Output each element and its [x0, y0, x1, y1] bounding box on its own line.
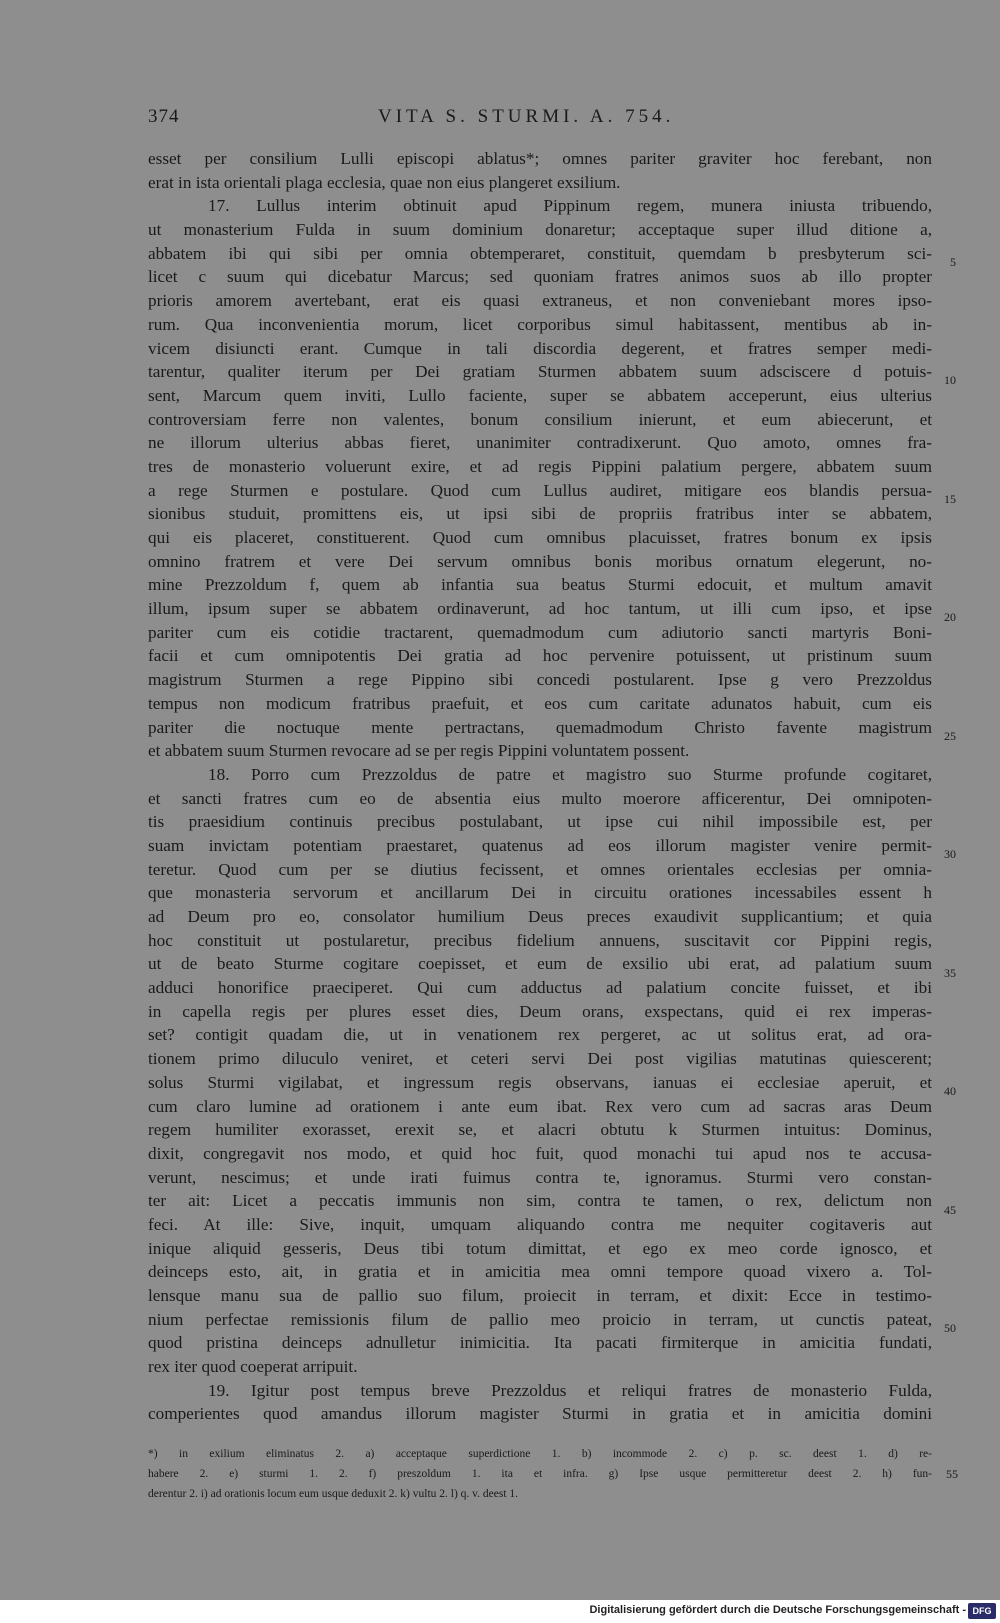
text-line: et abbatem suum Sturmen revocare ad se per regis Pippini voluntatem possent.: [148, 741, 690, 761]
footnote-line: habere 2. e) sturmi 1. 2. f) preszoldum 1. ita et infra. g) Ipse usque permitteretur deest 2. h) fun-: [148, 1468, 932, 1480]
text-line: qui eis placeret, constituerent. Quod cum omnibus placuisset, fratres bonum ex ipsis: [148, 528, 932, 547]
line-number: 35: [944, 965, 956, 980]
line-number: 5: [950, 254, 956, 269]
text-line: tis praesidium continuis precibus postulabant, ut ipse cui nihil impossibile est, per: [148, 812, 932, 832]
text-line: lensque manu sua de pallio suo filum, proiecit in terram, et dixit: Ecce in testimo-: [148, 1286, 932, 1305]
text-line: dixit, congregavit nos modo, et quid hoc fuit, quod monachi tui apud nos te accusa-: [148, 1143, 932, 1163]
line-number: 40: [944, 1084, 956, 1099]
text-line: sionibus studuit, promittens eis, ut ipsi sibi de propriis fratribus inter se abbatem,: [148, 504, 932, 524]
running-header: [148, 106, 932, 132]
text-line: licet c suum qui dicebatur Marcus; sed quoniam fratres animos suos ab illo propter: [148, 267, 932, 287]
text-line: regem humiliter exorasset, erexit se, et alacri obtutu k Sturmen intuitus: Dominus,: [148, 1120, 932, 1140]
text-line: erat in ista orientali plaga ecclesia, quae non eius plangeret exsilium.: [148, 172, 621, 192]
text-line: sent, Marcum quem inviti, Lullo faciente, super se abbatem acceperunt, eius ulterius: [148, 385, 932, 405]
text-line: adduci honorifice praeciperet. Qui cum adductus ad palatium concite fuisset, et ibi: [148, 978, 932, 998]
line-number: 45: [944, 1202, 956, 1217]
text-line: quod pristina deinceps adnulletur inimicitia. Ita pacati firmiterque in amicitia fundati,: [148, 1333, 932, 1353]
text-line: et sancti fratres cum eo de absentia eius multo moerore afficerentur, Dei omnipoten-: [148, 788, 932, 808]
text-line: abbatem ibi qui sibi per omnia obtemperaret, constituit, quemdam b presbyterum sci-: [148, 243, 932, 263]
text-line: a rege Sturmen e postulare. Quod cum Lullus audiret, mitigare eos blandis persua-: [148, 480, 932, 500]
footnotes: [148, 1444, 958, 1504]
text-line: hoc constituit ut postularetur, precibus fidelium annuens, suscitavit cor Pippini regis,: [148, 930, 932, 950]
line-number: 30: [944, 847, 956, 862]
text-line: prioris amorem avertebant, erat eis quasi extraneus, et non conveniebant mores ipso-: [148, 291, 932, 311]
main-text: [148, 147, 956, 1426]
text-line: ne illorum ulterius abbas fieret, unanimiter contradixerunt. Quo amoto, omnes fra-: [148, 433, 932, 453]
text-line: tempus non modicum fratribus praefuit, et eos cum caritate adunatos habuit, cum eis: [148, 693, 932, 713]
text-line: magistrum Sturmen a rege Pippino sibi concedi postularent. Ipse g vero Prezzoldus: [148, 670, 932, 690]
text-line: rex iter quod coeperat arripuit.: [148, 1357, 358, 1377]
footer-credit: Digitalisierung gefördert durch die Deutsche Forschungsgemeinschaft -: [589, 1604, 966, 1616]
text-line: mine Prezzoldum f, quem ab infantia sua beatus Sturmi edocuit, et multum amavit: [148, 575, 932, 595]
text-line: ut monasterium Fulda in suum dominium donaretur; acceptaque super illud ditione a,: [148, 220, 932, 240]
text-line: esset per consilium Lulli episcopi ablatus*; omnes pariter graviter hoc ferebant, non: [148, 149, 932, 168]
text-line: omnino fratrem et vere Dei servum omnibus bonis moribus ornatum elegerunt, no-: [148, 551, 932, 571]
text-line: nium perfectae remissionis filum de pallio meo proicio in terram, ut cunctis pateat,: [148, 1309, 932, 1329]
text-line: 17. Lullus interim obtinuit apud Pippinum regem, munera iniusta tribuendo,: [208, 196, 932, 216]
line-number: 10: [944, 373, 956, 388]
page-number: 374: [148, 106, 180, 127]
text-line: ut de beato Sturme cogitare coepisset, et eum de exsilio ubi erat, ad palatium suum: [148, 954, 932, 974]
text-line: controversiam ferre non valentes, bonum consilium inierunt, et eum abiecerunt, et: [148, 409, 932, 429]
text-line: cum claro lumine ad orationem i ante eum ibat. Rex vero cum ad sacras aras Deum: [148, 1096, 932, 1116]
line-number: 55: [946, 1467, 958, 1481]
text-line: teretur. Quod cum per se diutius fecissent, et omnes orientales ecclesias per omnia-: [148, 859, 932, 879]
text-line: set? contigit quadam die, ut in venationem rex pergeret, ac ut solitus erat, ad ora-: [148, 1025, 932, 1045]
text-line: solus Sturmi vigilabat, et ingressum regis observans, ianuas ei ecclesiae aperuit, et: [148, 1072, 932, 1092]
text-line: que monasteria servorum et ancillarum Dei in circuitu orationes incessabiles essent h: [148, 883, 932, 903]
line-number: 15: [944, 491, 956, 506]
text-line: ad Deum pro eo, consolator humilium Deus preces exaudivit supplicantium; et quia: [148, 907, 932, 926]
text-line: comperientes quod amandus illorum magister Sturmi in gratia et in amicitia domini: [148, 1404, 932, 1424]
running-title: VITA S. STURMI. A. 754.: [378, 106, 675, 127]
footnote-line: *) in exilium eliminatus 2. a) acceptaque superdictione 1. b) incommode 2. c) p. sc. deest 1. d) re-: [148, 1448, 932, 1460]
text-line: 19. Igitur post tempus breve Prezzoldus et reliqui fratres de monasterio Fulda,: [208, 1380, 932, 1400]
text-line: 18. Porro cum Prezzoldus de patre et magistro suo Sturme profunde cogitaret,: [208, 764, 932, 784]
text-line: illum, ipsum super se abbatem ordinaverunt, ad hoc tantum, ut illi cum ipso, et ipse: [148, 599, 932, 619]
text-line: ter ait: Licet a peccatis immunis non sim, contra te tamen, o rex, delictum non: [148, 1191, 932, 1211]
text-line: deinceps esto, ait, in gratia et in amicitia mea omni tempore quoad vixero a. Tol-: [148, 1262, 932, 1282]
line-number: 20: [944, 610, 956, 625]
text-line: pariter cum eis cotidie tractarent, quemadmodum cum adiutorio sancti martyris Boni-: [148, 622, 932, 642]
footnote-line: derentur 2. i) ad orationis locum eum usque deduxit 2. k) vultu 2. l) q. v. deest 1.: [148, 1488, 519, 1500]
text-line: tionem primo diluculo veniret, et ceteri servi Dei post vigilias matutinas quiescerent;: [148, 1049, 932, 1069]
dfg-logo: DFG: [968, 1603, 996, 1619]
text-line: suam invictam potentiam praestaret, quatenus ad eos illorum magister venire permit-: [148, 835, 932, 855]
text-line: rum. Qua inconvenientia morum, licet corporibus simul habitassent, mentibus ab in-: [148, 314, 932, 334]
text-line: tarentur, qualiter iterum per Dei gratiam Sturmen abbatem suum adsciscere d potuis-: [148, 362, 932, 382]
text-line: facii et cum omnipotentis Dei gratia ad hoc pervenire potuissent, ut pristinum suum: [148, 646, 932, 666]
text-line: feci. At ille: Sive, inquit, umquam aliquando contra me nequiter cogitaveris aut: [148, 1214, 932, 1234]
text-line: in capella regis per plures esset dies, Deum orans, exspectans, quid ei rex imperas-: [148, 1001, 932, 1021]
line-number: 50: [944, 1321, 956, 1336]
text-line: tres de monasterio voluerunt exire, et ad regis Pippini palatium pergere, abbatem suum: [148, 456, 932, 476]
digitization-footer: [0, 1600, 1000, 1623]
text-line: inique aliquid gesseris, Deus tibi totum dimittat, et ego ex meo corde ignosco, et: [148, 1238, 932, 1258]
text-line: verunt, nescimus; et unde irati fuimus contra te, ignoramus. Sturmi vero constan-: [148, 1167, 932, 1187]
line-number: 25: [944, 728, 956, 743]
text-line: pariter die noctuque mente pertractans, quemadmodum Christo favente magistrum: [148, 717, 932, 737]
text-line: vicem disiuncti erant. Cumque in tali discordia degerent, et fratres semper medi-: [148, 338, 932, 358]
